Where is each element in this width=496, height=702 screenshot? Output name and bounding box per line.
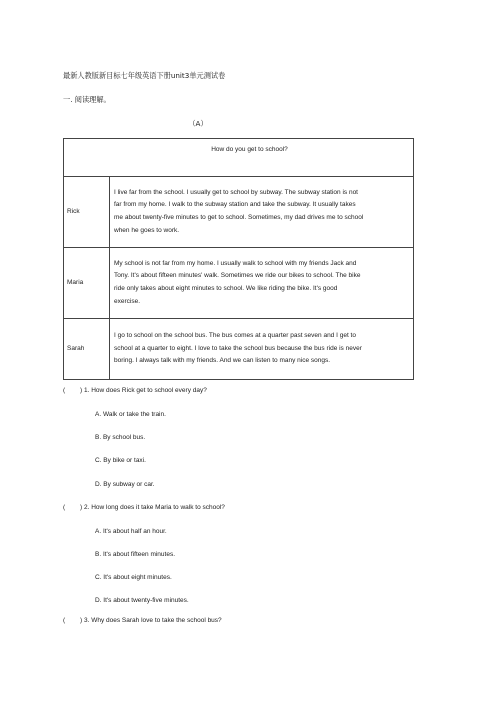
reading-table xyxy=(63,138,414,380)
answer-blank-close: ) xyxy=(80,504,83,511)
question-text: 2. How long does it take Maria to walk to school? xyxy=(84,504,225,511)
passage-line: My school is not far from my home. I usually walk to school with my friends Jack and xyxy=(114,259,357,267)
answer-option: C. It's about eight minutes. xyxy=(95,574,172,581)
answer-option: B. It's about fifteen minutes. xyxy=(95,551,176,558)
question-text: 1. How does Rick get to school every day? xyxy=(84,387,207,394)
answer-option: A. It's about half an hour. xyxy=(95,528,167,535)
answer-blank-close: ) xyxy=(80,387,83,394)
answer-blank-open: ( xyxy=(63,387,66,394)
document-title: 最新人教版新目标七年级英语下册unit3单元测试卷 xyxy=(63,71,226,80)
answer-blank-open: ( xyxy=(63,617,66,624)
answer-option: D. It's about twenty-five minutes. xyxy=(95,597,189,604)
answer-blank-open: ( xyxy=(63,504,66,511)
answer-blank-close: ) xyxy=(80,617,83,624)
passage-line: ride only takes about eight minutes to school. We like riding the bike. It's good xyxy=(114,285,338,292)
passage-line: Tony. It's about fifteen minutes' walk. Sometimes we ride our bikes to school. The bike xyxy=(114,272,361,280)
answer-option: A. Walk or take the train. xyxy=(95,411,166,418)
student-passage xyxy=(110,177,414,248)
student-name: Maria xyxy=(64,248,110,319)
student-name: Rick xyxy=(64,177,110,248)
answer-option: C. By bike or taxi. xyxy=(95,457,146,464)
table-row xyxy=(64,319,414,380)
section-heading: 一. 阅读理解。 xyxy=(63,95,111,104)
passage-line: I go to school on the school bus. The bus comes at a quarter past seven and I get to xyxy=(114,332,356,340)
passage-line: boring. I always talk with my friends. And we can listen to many nice songs. xyxy=(114,357,331,365)
student-name: Sarah xyxy=(64,319,110,380)
answer-option: D. By subway or car. xyxy=(95,481,155,488)
answer-option: B. By school bus. xyxy=(95,434,146,441)
table-row xyxy=(64,248,414,319)
passage-line: school at a quarter to eight. I love to take the school bus because the bus ride is never xyxy=(114,344,362,352)
passage-line: I live far from the school. I usually get to school by subway. The subway station is not xyxy=(114,188,358,196)
question-text: 3. Why does Sarah love to take the school bus? xyxy=(84,617,222,624)
table-header-row xyxy=(64,139,414,177)
passage-line: exercise. xyxy=(114,297,141,305)
passage-line: when he goes to work. xyxy=(114,226,180,234)
passage-line: far from my home. I walk to the subway station and take the subway. It usually takes xyxy=(114,201,356,209)
passage-label: （A） xyxy=(188,119,208,128)
student-passage xyxy=(110,248,414,319)
table-row xyxy=(64,177,414,248)
passage-line: me about twenty-five minutes to get to school. Sometimes, my dad drives me to school xyxy=(114,214,364,221)
student-passage xyxy=(110,319,414,380)
table-header: How do you get to school? xyxy=(64,139,414,177)
